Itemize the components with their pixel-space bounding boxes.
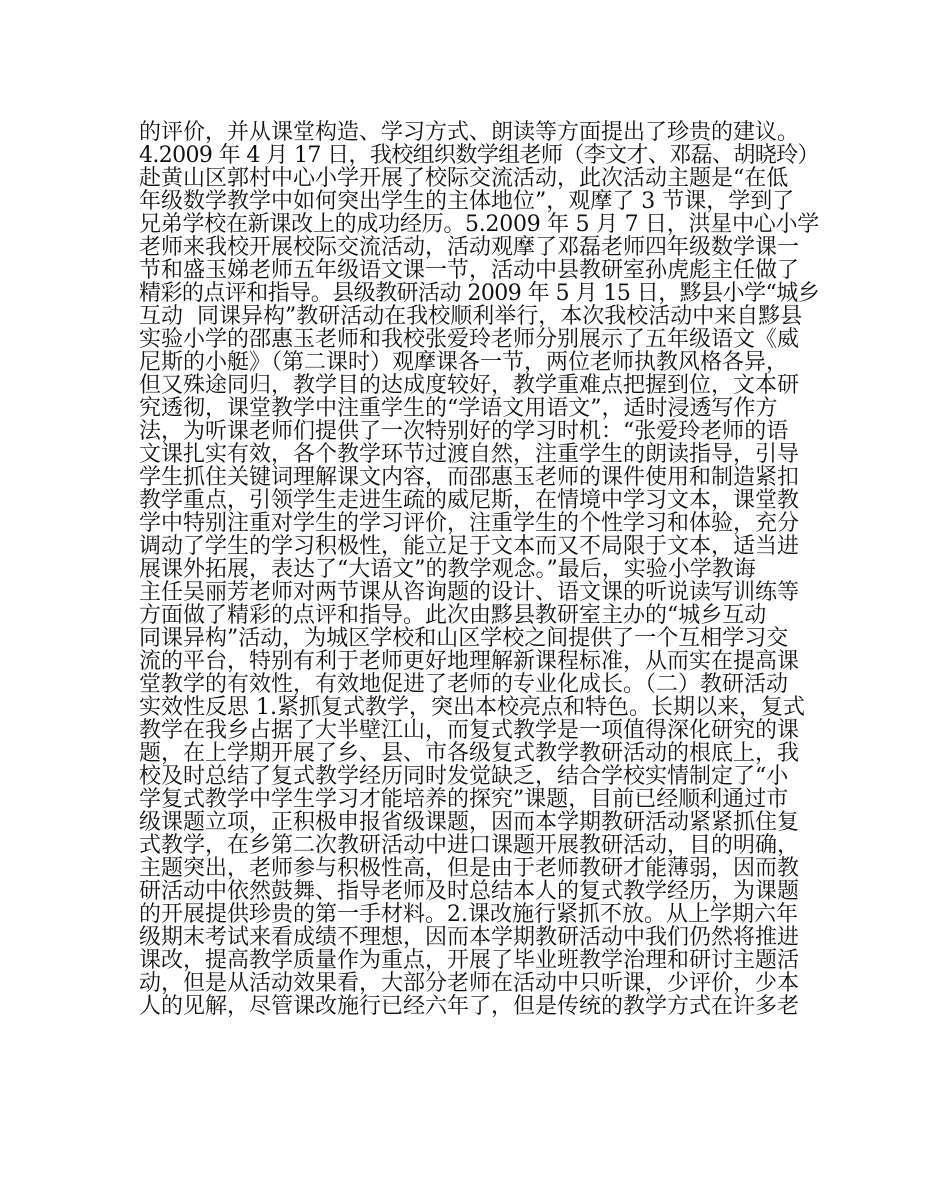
paragraph-line: 校及时总结了复式教学经历同时发觉缺乏，结合学校实情制定了“小 bbox=[139, 764, 789, 789]
paragraph-line: 展课外拓展，表达了“大语文”的教学观念。”最后，实验小学教诲 bbox=[139, 557, 756, 582]
paragraph-line: 级课题立项，正积极申报省级课题，因而本学期教研活动紧紧抓住复 bbox=[139, 810, 800, 835]
paragraph-line: 学复式教学中学生学习才能培养的探究”课题，目前已经顺利通过市 bbox=[139, 787, 789, 812]
paragraph-line: 互动 同课异构”教研活动在我校顺利举行，本次我校活动中来自黟县 bbox=[139, 304, 803, 329]
paragraph-line: 学生抓住关键词理解课文内容，而邵惠玉老师的课件使用和制造紧扣 bbox=[139, 465, 800, 490]
paragraph-line: 文课扎实有效，各个教学环节过渡自然，注重学生的朗读指导，引导 bbox=[139, 442, 800, 467]
paragraph-line: 研活动中依然鼓舞、指导老师及时总结本人的复式教学经历，为课题 bbox=[139, 879, 800, 904]
paragraph-line: 精彩的点评和指导。县级教研活动 2009 年 5 月 15 日，黟县小学“城乡 bbox=[139, 281, 820, 306]
paragraph-line: 究透彻，课堂教学中注重学生的“学语文用语文”，适时浸透写作方 bbox=[139, 396, 778, 421]
paragraph-line: 调动了学生的学习积极性，能立足于文本而又不局限于文本，适当进 bbox=[139, 534, 800, 559]
paragraph-line: 方面做了精彩的点评和指导。此次由黟县教研室主办的“城乡互动 bbox=[139, 603, 767, 628]
paragraph-line: 但又殊途同归，教学目的达成度较好，教学重难点把握到位，文本研 bbox=[139, 373, 800, 398]
paragraph-line: 教学重点，引领学生走进生疏的威尼斯，在情境中学习文本，课堂教 bbox=[139, 488, 800, 513]
paragraph-line: 主任吴丽芳老师对两节课从咨询题的设计、语文课的听说读写训练等 bbox=[139, 580, 800, 605]
paragraph-line: 尼斯的小艇》（第二课时）观摩课各一节，两位老师执教风格各异， bbox=[139, 350, 789, 375]
paragraph-line: 实验小学的邵惠玉老师和我校张爱玲老师分别展示了五年级语文《威 bbox=[139, 327, 800, 352]
paragraph-line: 级期末考试来看成绩不理想，因而本学期教研活动中我们仍然将推进 bbox=[139, 925, 800, 950]
document-body bbox=[139, 121, 819, 1018]
paragraph-line: 年级数学教学中如何突出学生的主体地位”，观摩了 3 节课，学到了 bbox=[139, 189, 795, 214]
paragraph-line: 教学在我乡占据了大半壁江山，而复式教学是一项值得深化研究的课 bbox=[139, 718, 800, 743]
paragraph-line: 实效性反思 1.紧抓复式教学，突出本校亮点和特色。长期以来，复式 bbox=[139, 695, 805, 720]
paragraph-line: 学中特别注重对学生的学习评价，注重学生的个性学习和体验，充分 bbox=[139, 511, 800, 536]
paragraph-line: 人的见解，尽管课改施行已经六年了，但是传统的教学方式在许多老 bbox=[139, 994, 800, 1019]
paragraph-line: 同课异构”活动，为城区学校和山区学校之间提供了一个互相学习交 bbox=[139, 626, 789, 651]
paragraph-line: 式教学，在乡第二次教研活动中进口课题开展教研活动，目的明确， bbox=[139, 833, 800, 858]
paragraph-line: 兄弟学校在新课改上的成功经历。5.2009 年 5 月 7 日，洪星中心小学 bbox=[139, 212, 819, 237]
paragraph-line: 4.2009 年 4 月 17 日，我校组织数学组老师（李文才、邓磊、胡晓玲） bbox=[139, 143, 819, 168]
paragraph-line: 老师来我校开展校际交流活动，活动观摩了邓磊老师四年级数学课一 bbox=[139, 235, 800, 260]
paragraph-line: 题，在上学期开展了乡、县、市各级复式教学教研活动的根底上，我 bbox=[139, 741, 800, 766]
paragraph-line: 节和盛玉娣老师五年级语文课一节，活动中县教研室孙虎彪主任做了 bbox=[139, 258, 800, 283]
paragraph-line: 流的平台，特别有利于老师更好地理解新课程标准，从而实在提高课 bbox=[139, 649, 800, 674]
paragraph-line: 法，为听课老师们提供了一次特别好的学习时机：“张爱玲老师的语 bbox=[139, 419, 789, 444]
paragraph-line: 动，但是从活动效果看，大部分老师在活动中只听课，少评价，少本 bbox=[139, 971, 800, 996]
paragraph-line: 堂教学的有效性，有效地促进了老师的专业化成长。（二）教研活动 bbox=[139, 672, 789, 697]
paragraph-line: 课改，提高教学质量作为重点，开展了毕业班教学治理和研讨主题活 bbox=[139, 948, 800, 973]
paragraph-line: 赴黄山区郭村中心小学开展了校际交流活动，此次活动主题是“在低 bbox=[139, 166, 789, 191]
paragraph-line: 的评价，并从课堂构造、学习方式、朗读等方面提出了珍贵的建议。 bbox=[139, 120, 800, 145]
paragraph-line: 主题突出，老师参与积极性高，但是由于老师教研才能薄弱，因而教 bbox=[139, 856, 800, 881]
paragraph-line: 的开展提供珍贵的第一手材料。2.课改施行紧抓不放。从上学期六年 bbox=[139, 902, 798, 927]
